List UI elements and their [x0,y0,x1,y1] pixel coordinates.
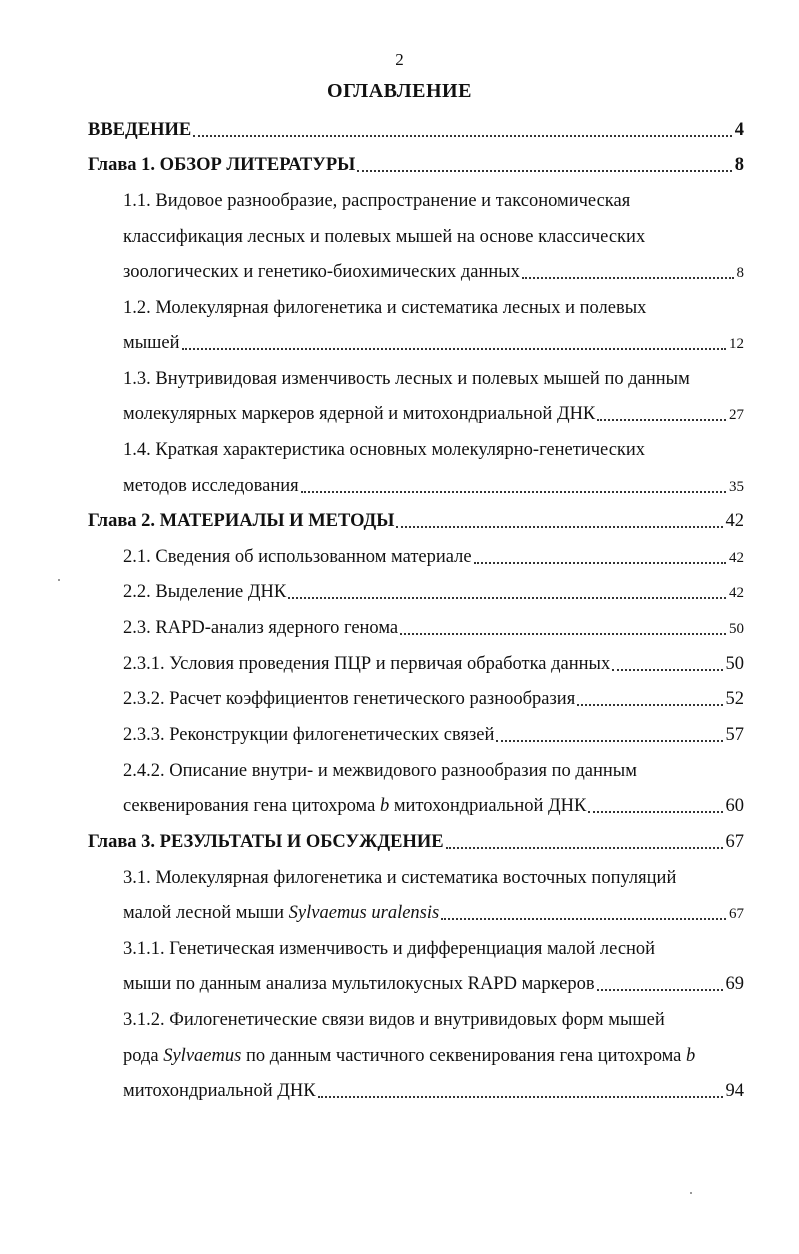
toc-entry-1-1-line2: классификация лесных и полевых мышей на основе классических [123,227,646,247]
dot-leader [612,669,722,671]
dot-leader [400,633,726,635]
toc-entry-2-4-2[interactable] [123,794,744,818]
dot-leader [441,918,726,920]
toc-page-number: 35 [729,479,744,495]
toc-entry-title: 2.3.3. Реконструкции филогенетических связей [123,725,495,745]
dot-leader [396,526,722,528]
toc-entry-3-1[interactable] [123,901,744,925]
toc-page-number: 42 [729,585,744,601]
dot-leader [588,811,722,813]
toc-entry-title: Глава 3. РЕЗУЛЬТАТЫ И ОБСУЖДЕНИЕ [88,832,444,852]
toc-entry-3-1-1-line1: 3.1.1. Генетическая изменчивость и дифференциация малой лесной [123,939,656,959]
toc-page-number: 67 [729,906,744,922]
dot-leader [301,491,726,493]
toc-entry-title: 2.3.2. Расчет коэффициентов генетического разнообразия [123,689,576,709]
toc-page-number: 60 [725,796,744,816]
toc-entry-title: 2.1. Сведения об использованном материале [123,547,472,567]
toc-entry-intro[interactable] [88,118,744,142]
toc-entry-title: методов исследования [123,476,299,496]
toc-page-number: 57 [725,725,744,745]
toc-page-number: 8 [736,265,744,281]
toc-entry-2-3[interactable] [123,616,744,640]
page-number: 2 [395,50,404,69]
toc-entry-title: Глава 1. ОБЗОР ЛИТЕРАТУРЫ [88,155,356,175]
toc-entry-3-1-2-line2: рода Sylvaemus по данным частичного секвенирования гена цитохрома b [123,1046,696,1066]
dot-leader [597,989,723,991]
toc-entry-3-1-line1: 3.1. Молекулярная филогенетика и систематика восточных популяций [123,868,677,888]
dot-leader [357,170,731,172]
toc-entry-title: ВВЕДЕНИЕ [88,120,192,140]
toc-entry-title: Глава 2. МАТЕРИАЛЫ И МЕТОДЫ [88,511,395,531]
toc-page-number: 50 [725,654,744,674]
toc-page-number: 4 [734,120,744,140]
toc-entry-2-3-2[interactable] [123,687,744,711]
toc-page-number: 27 [729,407,744,423]
toc-entry-title: мышей [123,333,180,353]
toc-page-number: 52 [725,689,744,709]
toc-entry-title: зоологических и генетико-биохимических данных [123,262,520,282]
toc-title: ОГЛАВЛЕНИЕ [327,80,472,102]
dot-leader [193,135,732,137]
toc-entry-1-1-line1: 1.1. Видовое разнообразие, распространение и таксономическая [123,191,631,211]
toc-page-number: 67 [725,832,744,852]
toc-entry-chapter-2[interactable] [88,509,744,533]
toc-page-number: 94 [725,1081,744,1101]
toc-page-number: 42 [725,511,744,531]
toc-entry-1-1[interactable] [123,260,744,284]
dot-leader [182,348,727,350]
toc-entry-2-4-2-line1: 2.4.2. Описание внутри- и межвидового разнообразия по данным [123,761,637,781]
toc-entry-2-3-1[interactable] [123,652,744,676]
toc-entry-2-3-3[interactable] [123,723,744,747]
scan-speck [690,1192,692,1194]
toc-entry-1-3-line1: 1.3. Внутривидовая изменчивость лесных и полевых мышей по данным [123,369,690,389]
dot-leader [597,419,726,421]
toc-entry-chapter-3[interactable] [88,830,744,854]
dot-leader [474,562,726,564]
toc-entry-2-1[interactable] [123,545,744,569]
toc-page-number: 12 [729,336,744,352]
toc-entry-title: 2.3. RAPD-анализ ядерного генома [123,618,399,638]
toc-entry-title: малой лесной мыши Sylvaemus uralensis [123,903,440,923]
dot-leader [522,277,734,279]
toc-entry-1-2-line1: 1.2. Молекулярная филогенетика и систематика лесных и полевых [123,298,647,318]
dot-leader [446,847,723,849]
toc-entry-1-3[interactable] [123,402,744,426]
dot-leader [577,704,722,706]
toc-entry-title: мыши по данным анализа мультилокусных RAPD маркеров [123,974,595,994]
toc-entry-title: секвенирования гена цитохрома b митохондриальной ДНК [123,796,587,816]
toc-entry-2-2[interactable] [123,580,744,604]
toc-page-number: 50 [729,621,744,637]
toc-entry-3-1-2-line1: 3.1.2. Филогенетические связи видов и внутривидовых форм мышей [123,1010,665,1030]
toc-page-number: 42 [729,550,744,566]
toc-entry-title: 2.3.1. Условия проведения ПЦР и первичая обработка данных [123,654,611,674]
toc-entry-title: молекулярных маркеров ядерной и митохондриальной ДНК [123,404,596,424]
dot-leader [318,1096,723,1098]
toc-entry-3-1-2[interactable] [123,1079,744,1103]
toc-page-number: 69 [725,974,744,994]
dot-leader [288,597,726,599]
toc-entry-3-1-1[interactable] [123,972,744,996]
scan-speck [58,579,60,581]
toc-page-number: 8 [734,155,744,175]
toc-entry-title: 2.2. Выделение ДНК [123,582,287,602]
toc-entry-chapter-1[interactable] [88,153,744,177]
toc-entry-1-2[interactable] [123,331,744,355]
toc-entry-title: митохондриальной ДНК [123,1081,316,1101]
toc-entry-1-4-line1: 1.4. Краткая характеристика основных молекулярно-генетических [123,440,646,460]
toc-entry-1-4[interactable] [123,474,744,498]
dot-leader [496,740,722,742]
